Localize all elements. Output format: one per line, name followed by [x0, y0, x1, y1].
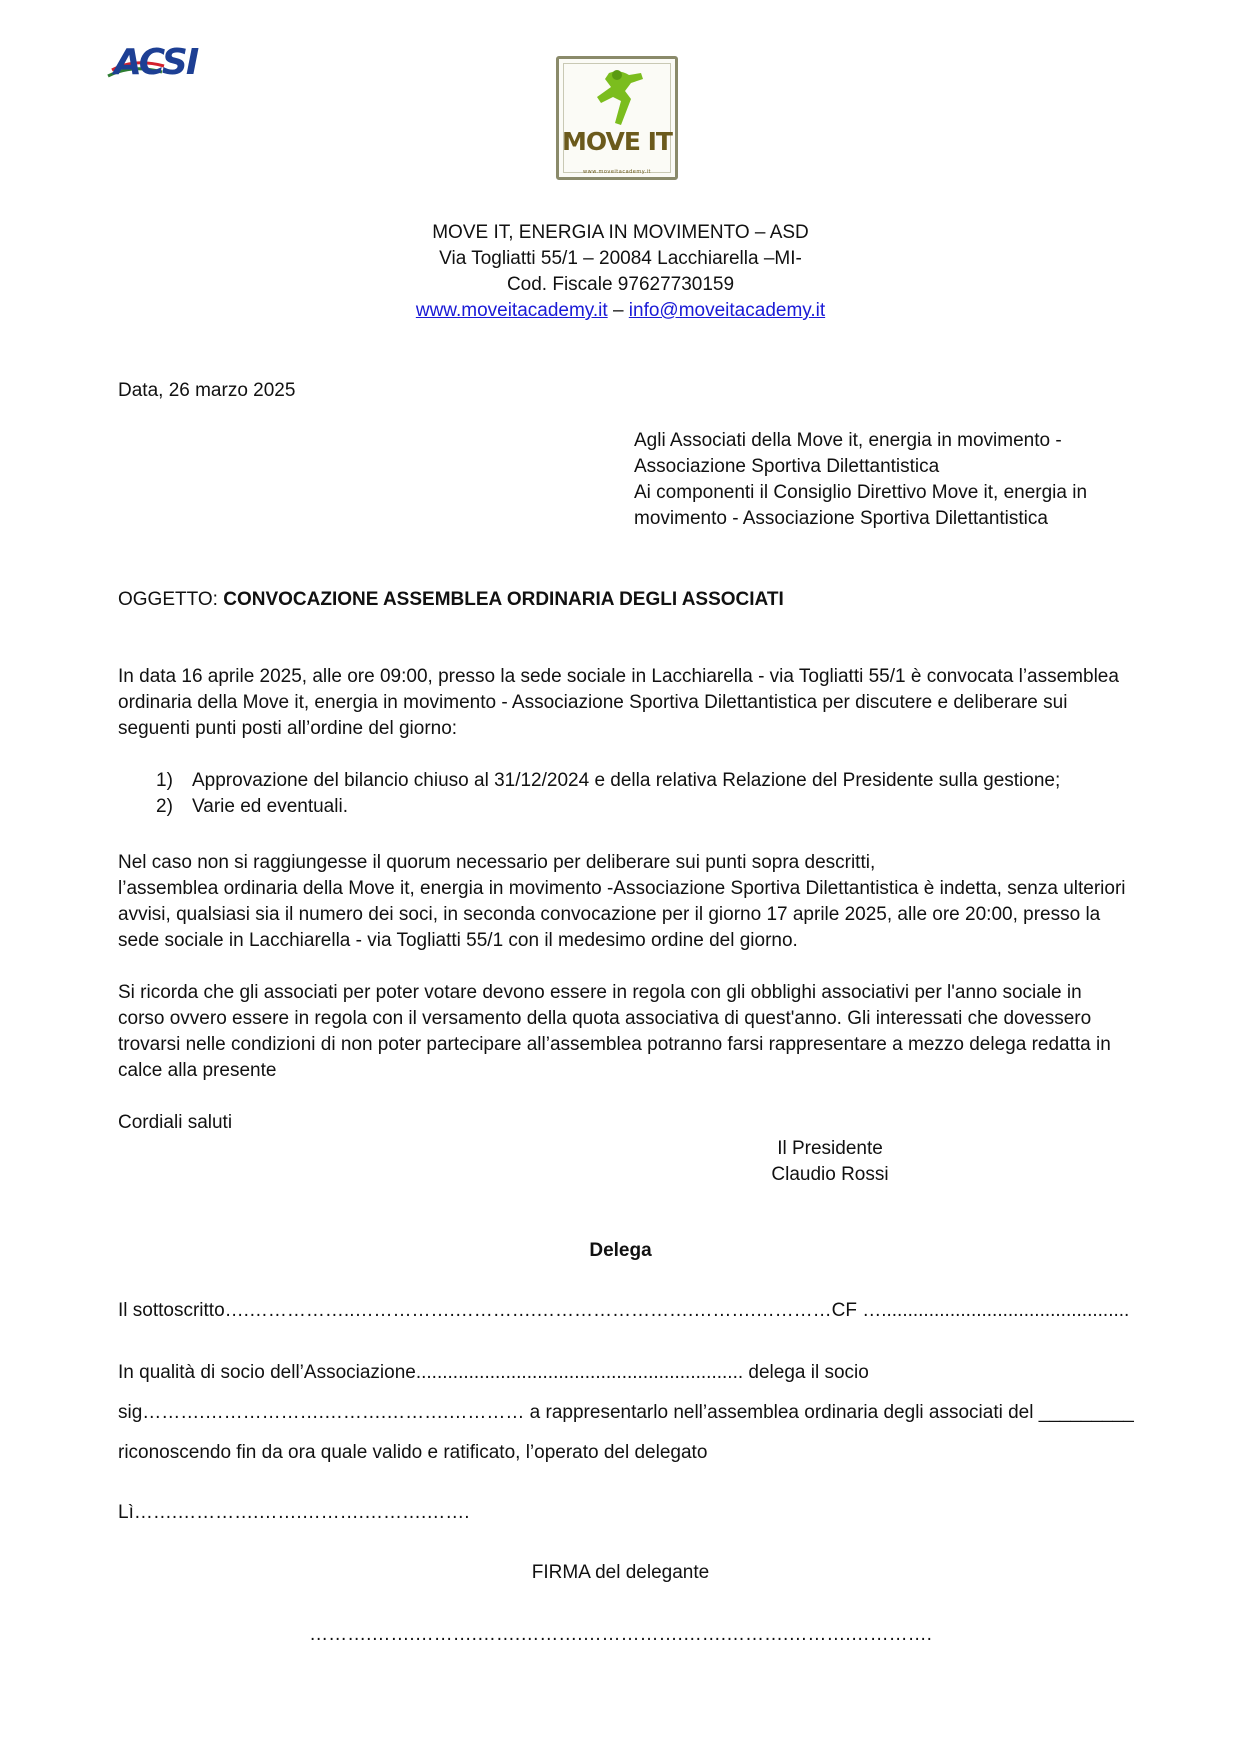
moveit-brand-text: MOVE IT — [562, 127, 672, 156]
agenda-number: 1) — [156, 770, 173, 791]
signature-block — [760, 1136, 900, 1188]
agenda-number: 2) — [156, 796, 173, 817]
contact-separator: – — [607, 300, 629, 321]
recipient-line: Agli Associati della Move it, energia in movimento - — [634, 430, 1062, 451]
paragraph-line: avvisi, qualsiasi sia il numero dei soci, in seconda convocazione per il giorno 17 aprile 2025, alle ore 20:00, presso la — [118, 904, 1101, 925]
paragraph-line: l’assemblea ordinaria della Move it, energia in movimento -Associazione Sportiva Dilettantistica è indetta, senza ulteriori — [118, 878, 1126, 899]
delega-title: Delega — [589, 1240, 652, 1261]
recipient-line: movimento - Associazione Sportiva Dilettantistica — [634, 508, 1048, 529]
acsi-logo — [104, 40, 204, 84]
form-field-association[interactable]: In qualità di socio dell’Associazione.............................................................. delega il socio — [118, 1362, 869, 1383]
org-address: Via Togliatti 55/1 – 20084 Lacchiarella –MI- — [439, 248, 802, 269]
form-field-undersigned[interactable]: Il sottoscritto….……………..…………….………….…………………….……….…………CF …............................................... — [118, 1300, 1130, 1321]
paragraph-line: sede sociale in Lacchiarella - via Togliatti 55/1 con il medesimo ordine del giorno. — [118, 930, 798, 951]
org-name: MOVE IT, ENERGIA IN MOVIMENTO – ASD — [432, 222, 809, 243]
recipient-line: Associazione Sportiva Dilettantistica — [634, 456, 940, 477]
paragraph-line: corso ovvero essere in regola con il versamento della quota associativa di quest'anno. Gli interessati che dovessero — [118, 1008, 1092, 1029]
subject-line — [118, 587, 784, 613]
paragraph-line: ordinaria della Move it, energia in movimento - Associazione Sportiva Dilettantistica per discutere e deliberare sui — [118, 692, 1068, 713]
fiscal-code: Cod. Fiscale 97627730159 — [506, 274, 735, 295]
agenda-item — [118, 768, 1138, 794]
letterhead — [0, 220, 1241, 324]
agenda-list — [118, 768, 1138, 820]
signature-name: Claudio Rossi — [771, 1164, 889, 1185]
form-field-delegate[interactable]: sig……….……………….……….……….………… a rappresentarlo nell’assemblea ordinaria degli associati del _________ — [118, 1402, 1134, 1423]
paragraph-line: Nel caso non si raggiungesse il quorum necessario per deliberare sui punti sopra descritti, — [118, 852, 876, 873]
paragraph-line: In data 16 aprile 2025, alle ore 09:00, presso la sede sociale in Lacchiarella - via Togliatti 55/1 è convocata l’assemblea — [118, 666, 1119, 687]
signature-field[interactable]: ……….…….……….…….……….…………….…….……….……….…………. — [309, 1624, 932, 1645]
signature-role: Il Presidente — [777, 1138, 883, 1159]
agenda-text: Varie ed eventuali. — [192, 796, 348, 817]
subject-text: CONVOCAZIONE ASSEMBLEA ORDINARIA DEGLI ASSOCIATI — [223, 589, 784, 610]
contact-line — [0, 298, 1241, 324]
recipients-block — [634, 428, 1154, 532]
signature-label: FIRMA del delegante — [531, 1562, 710, 1583]
acsi-logo-graphic — [104, 40, 204, 84]
svg-text:ACSI: ACSI — [114, 42, 198, 83]
paragraph-line: calce alla presente — [118, 1060, 277, 1081]
moveit-logo — [556, 56, 678, 180]
paragraph-line: seguenti punti posti all’ordine del giorno: — [118, 718, 458, 739]
dancer-figure-icon — [591, 69, 647, 129]
website-link[interactable]: www.moveitacademy.it — [415, 300, 608, 321]
form-field-place[interactable]: Lì…….………….…….……….……….……. — [118, 1502, 470, 1523]
letter-date: Data, 26 marzo 2025 — [118, 380, 296, 401]
paragraph-line: Si ricorda che gli associati per poter votare devono essere in regola con gli obblighi associativi per l'anno sociale in — [118, 982, 1082, 1003]
closing-greeting: Cordiali saluti — [118, 1112, 233, 1133]
convocation-paragraph — [118, 664, 1128, 742]
subject-label: OGGETTO: — [118, 589, 224, 610]
paragraph-line: trovarsi nelle condizioni di non poter partecipare all’assemblea potranno farsi rappresentare a mezzo delega redatta in — [118, 1034, 1111, 1055]
second-convocation-paragraph — [118, 850, 1128, 954]
agenda-text: Approvazione del bilancio chiuso al 31/12/2024 e della relativa Relazione del Presidente sulla gestione; — [192, 770, 1061, 791]
recipient-line: Ai componenti il Consiglio Direttivo Move it, energia in — [634, 482, 1088, 503]
form-ratification-text: riconoscendo fin da ora quale valido e ratificato, l’operato del delegato — [118, 1442, 708, 1463]
agenda-item — [118, 794, 1138, 820]
moveit-logo-url: www.moveitacademy.it — [583, 169, 651, 175]
email-link[interactable]: info@moveitacademy.it — [628, 300, 826, 321]
voting-requirements-paragraph — [118, 980, 1128, 1084]
